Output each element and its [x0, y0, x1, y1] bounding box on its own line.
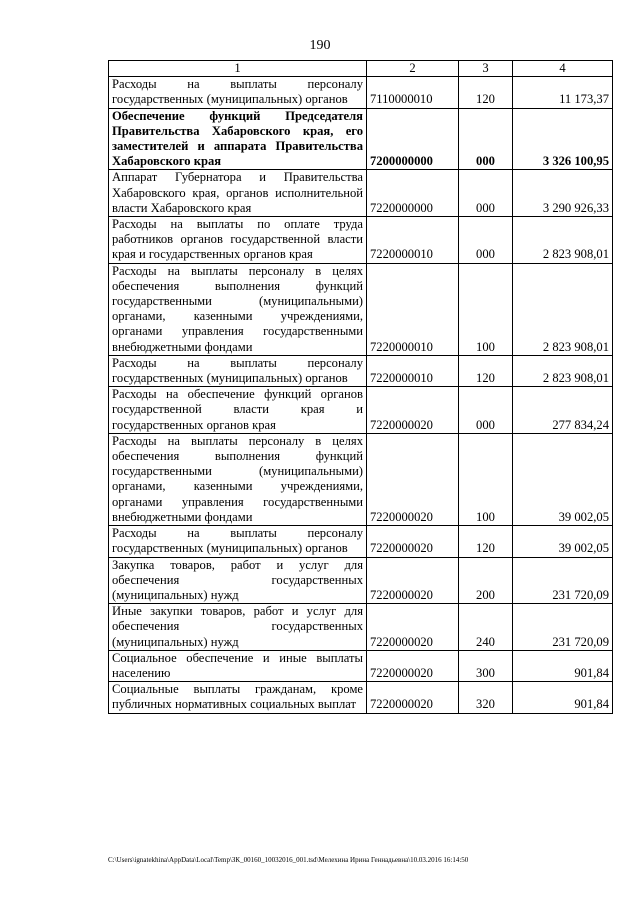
- row-vr-cell: 000: [459, 217, 513, 264]
- table-row: [109, 650, 613, 681]
- row-code-cell: 7220000020: [367, 604, 459, 651]
- row-vr-cell: 100: [459, 263, 513, 355]
- row-vr-cell: 300: [459, 650, 513, 681]
- row-vr-cell: 200: [459, 557, 513, 604]
- row-code-cell: 7220000010: [367, 263, 459, 355]
- row-vr-cell: 120: [459, 355, 513, 386]
- row-sum-cell: 901,84: [513, 682, 613, 713]
- column-header-2: 2: [367, 61, 459, 77]
- row-sum-cell: 39 002,05: [513, 526, 613, 557]
- row-vr-cell: 120: [459, 77, 513, 108]
- row-vr-cell: 000: [459, 108, 513, 170]
- row-vr-cell: 320: [459, 682, 513, 713]
- row-code-cell: 7220000020: [367, 526, 459, 557]
- row-code-cell: 7110000010: [367, 77, 459, 108]
- row-name-cell: Расходы на обеспечение функций органов государственной власти края и государственных органов края: [109, 387, 367, 434]
- row-code-cell: 7220000020: [367, 650, 459, 681]
- row-name-cell: Расходы на выплаты персоналу государственных (муниципальных) органов: [109, 355, 367, 386]
- row-code-cell: 7220000010: [367, 355, 459, 386]
- row-vr-cell: 000: [459, 170, 513, 217]
- row-code-cell: 7200000000: [367, 108, 459, 170]
- table-row: [109, 526, 613, 557]
- row-vr-cell: 240: [459, 604, 513, 651]
- row-name-cell: Социальное обеспечение и иные выплаты населению: [109, 650, 367, 681]
- row-name-cell: Обеспечение функций Председателя Правительства Хабаровского края, его заместителей и аппарата Правительства Хабаровского края: [109, 108, 367, 170]
- table-row: [109, 604, 613, 651]
- table-row: [109, 170, 613, 217]
- table-row: [109, 433, 613, 525]
- row-sum-cell: 2 823 908,01: [513, 263, 613, 355]
- row-sum-cell: 2 823 908,01: [513, 217, 613, 264]
- row-code-cell: 7220000020: [367, 557, 459, 604]
- row-sum-cell: 901,84: [513, 650, 613, 681]
- row-code-cell: 7220000010: [367, 217, 459, 264]
- row-sum-cell: 2 823 908,01: [513, 355, 613, 386]
- page-number: 190: [309, 38, 331, 53]
- column-header-3: 3: [459, 61, 513, 77]
- row-name-cell: Расходы на выплаты персоналу государственных (муниципальных) органов: [109, 77, 367, 108]
- table-row: [109, 217, 613, 264]
- table-row: [109, 557, 613, 604]
- row-code-cell: 7220000020: [367, 433, 459, 525]
- row-name-cell: Расходы на выплаты персоналу в целях обеспечения выполнения функций государственными (муниципальными) органами, казенными учреждениями, органами управления государственными внебюджетными фондами: [109, 433, 367, 525]
- row-vr-cell: 120: [459, 526, 513, 557]
- row-name-cell: Закупка товаров, работ и услуг для обеспечения государственных (муниципальных) нужд: [109, 557, 367, 604]
- table-row: [109, 77, 613, 108]
- row-vr-cell: 000: [459, 387, 513, 434]
- row-code-cell: 7220000000: [367, 170, 459, 217]
- row-name-cell: Иные закупки товаров, работ и услуг для обеспечения государственных (муниципальных) нужд: [109, 604, 367, 651]
- row-sum-cell: 39 002,05: [513, 433, 613, 525]
- table-row: [109, 387, 613, 434]
- row-name-cell: Расходы на выплаты персоналу государственных (муниципальных) органов: [109, 526, 367, 557]
- row-vr-cell: 100: [459, 433, 513, 525]
- row-sum-cell: 231 720,09: [513, 604, 613, 651]
- row-sum-cell: 11 173,37: [513, 77, 613, 108]
- table-header-row: [109, 61, 613, 77]
- budget-table: [108, 60, 613, 714]
- file-path-footer: C:\Users\ignatekhina\AppData\Local\Temp\ЗК_00160_10032016_001.tsd\Мелехина Ирина Геннадьевна\10.03.2016 16:14:50: [108, 856, 469, 864]
- table-row: [109, 682, 613, 713]
- row-code-cell: 7220000020: [367, 387, 459, 434]
- row-name-cell: Расходы на выплаты по оплате труда работников органов государственной власти края и государственных органов края: [109, 217, 367, 264]
- column-header-1: 1: [109, 61, 367, 77]
- row-sum-cell: 3 290 926,33: [513, 170, 613, 217]
- row-sum-cell: 231 720,09: [513, 557, 613, 604]
- table-row: [109, 263, 613, 355]
- table-row: [109, 108, 613, 170]
- row-name-cell: Расходы на выплаты персоналу в целях обеспечения выполнения функций государственными (муниципальными) органами, казенными учреждениями, органами управления государственными внебюджетными фондами: [109, 263, 367, 355]
- column-header-4: 4: [513, 61, 613, 77]
- row-sum-cell: 277 834,24: [513, 387, 613, 434]
- row-code-cell: 7220000020: [367, 682, 459, 713]
- table-row: [109, 355, 613, 386]
- row-name-cell: Социальные выплаты гражданам, кроме публичных нормативных социальных выплат: [109, 682, 367, 713]
- row-name-cell: Аппарат Губернатора и Правительства Хабаровского края, органов исполнительной власти Хабаровского края: [109, 170, 367, 217]
- row-sum-cell: 3 326 100,95: [513, 108, 613, 170]
